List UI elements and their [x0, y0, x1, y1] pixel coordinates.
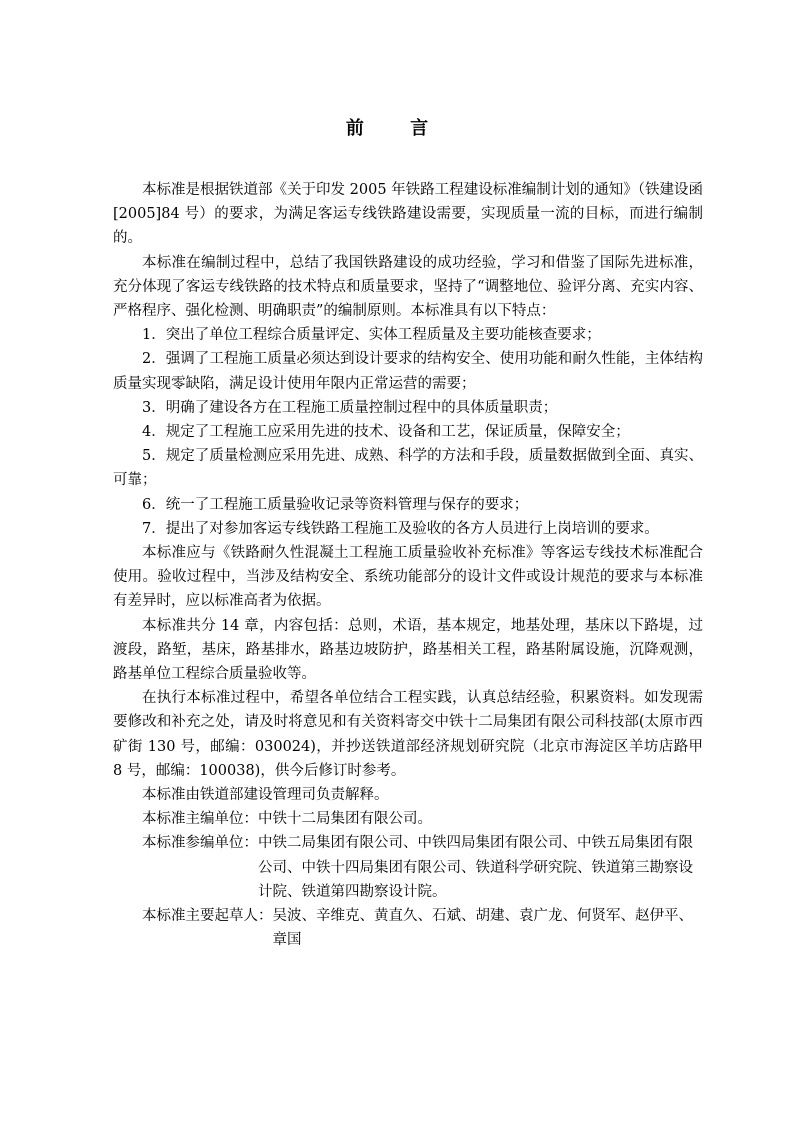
feature-item-3: 3．明确了建设各方在工程施工质量控制过程中的具体质量职责；: [142, 399, 558, 416]
paragraph-interpretation: 本标准由铁道部建设管理司负责解释。: [142, 787, 389, 804]
page-title: 前 言: [345, 118, 449, 139]
paragraph-1: 本标准是根据铁道部《关于印发 2005 年铁路工程建设标准编制计划的通知》（铁建设函[2005]84 号）的要求，为满足客运专线铁路建设需要，实现质量一流的目标，而进行编制的。: [113, 182, 703, 247]
feature-item-6: 6．统一了工程施工质量验收记录等资料管理与保存的要求；: [142, 496, 529, 513]
feature-item-4: 4．规定了工程施工应采用先进的技术、设备和工艺，保证质量，保障安全；: [142, 424, 630, 441]
drafters-label: 本标准主要起草人：: [142, 908, 273, 925]
participants-label: 本标准参编单位：: [142, 835, 258, 852]
drafters-block: [113, 904, 703, 952]
paragraph-chief-editor: 本标准主编单位：中铁十二局集团有限公司。: [142, 811, 432, 828]
participants-block: [113, 831, 703, 904]
paragraph-feedback: 在执行本标准过程中，希望各单位结合工程实践，认真总结经验，积累资料。如发现需要修改和补充之处，请及时将意见和有关资料寄交中铁十二局集团有限公司科技部(太原市西矿街 130 号，邮编：030024)，并抄送铁道部经济规划研究院（北京市海淀区羊坊店路甲 8 号，邮编：100038)，供今后修订时参考。: [113, 690, 703, 779]
paragraph-2: 本标准在编制过程中，总结了我国铁路建设的成功经验，学习和借鉴了国际先进标准，充分体现了客运专线铁路的技术特点和质量要求，坚持了“调整地位、验评分离、充实内容、严格程序、强化检测、明确职责”的编制原则。本标准具有以下特点：: [113, 254, 703, 320]
feature-item-7: 7．提出了对参加客运专线铁路工程施工及验收的各方人员进行上岗培训的要求。: [142, 520, 659, 537]
feature-item-5: 5．规定了质量检测应采用先进、成熟、科学的方法和手段，质量数据做到全面、真实、可靠；: [113, 448, 703, 489]
participants-text: 中铁二局集团有限公司、中铁四局集团有限公司、中铁五局集团有限公司、中铁十四局集团有限公司、铁道科学研究院、铁道第三勘察设计院、铁道第四勘察设计院。: [258, 835, 693, 900]
feature-item-2: 2．强调了工程施工质量必须达到设计要求的结构安全、使用功能和耐久性能，主体结构质量实现零缺陷，满足设计使用年限内正常运营的需要；: [113, 351, 703, 392]
paragraph-contents: 本标准共分 14 章，内容包括：总则，术语，基本规定，地基处理，基床以下路堤，过渡段，路堑，基床，路基排水，路基边坡防护，路基相关工程，路基附属设施，沉降观测，路基单位工程综合质量验收等。: [113, 617, 703, 683]
feature-item-1: 1．突出了单位工程综合质量评定、实体工程质量及主要功能核查要求；: [142, 327, 601, 344]
document-body: [113, 178, 703, 953]
drafters-text: 吴波、辛维克、黄直久、石斌、胡建、袁广龙、何贤军、赵伊平、章国: [272, 908, 693, 949]
paragraph-usage: 本标准应与《铁路耐久性混凝土工程施工质量验收补充标准》等客运专线技术标准配合使用。验收过程中，当涉及结构安全、系统功能部分的设计文件或设计规范的要求与本标准有差异时，应以标准高者为依据。: [113, 545, 703, 610]
